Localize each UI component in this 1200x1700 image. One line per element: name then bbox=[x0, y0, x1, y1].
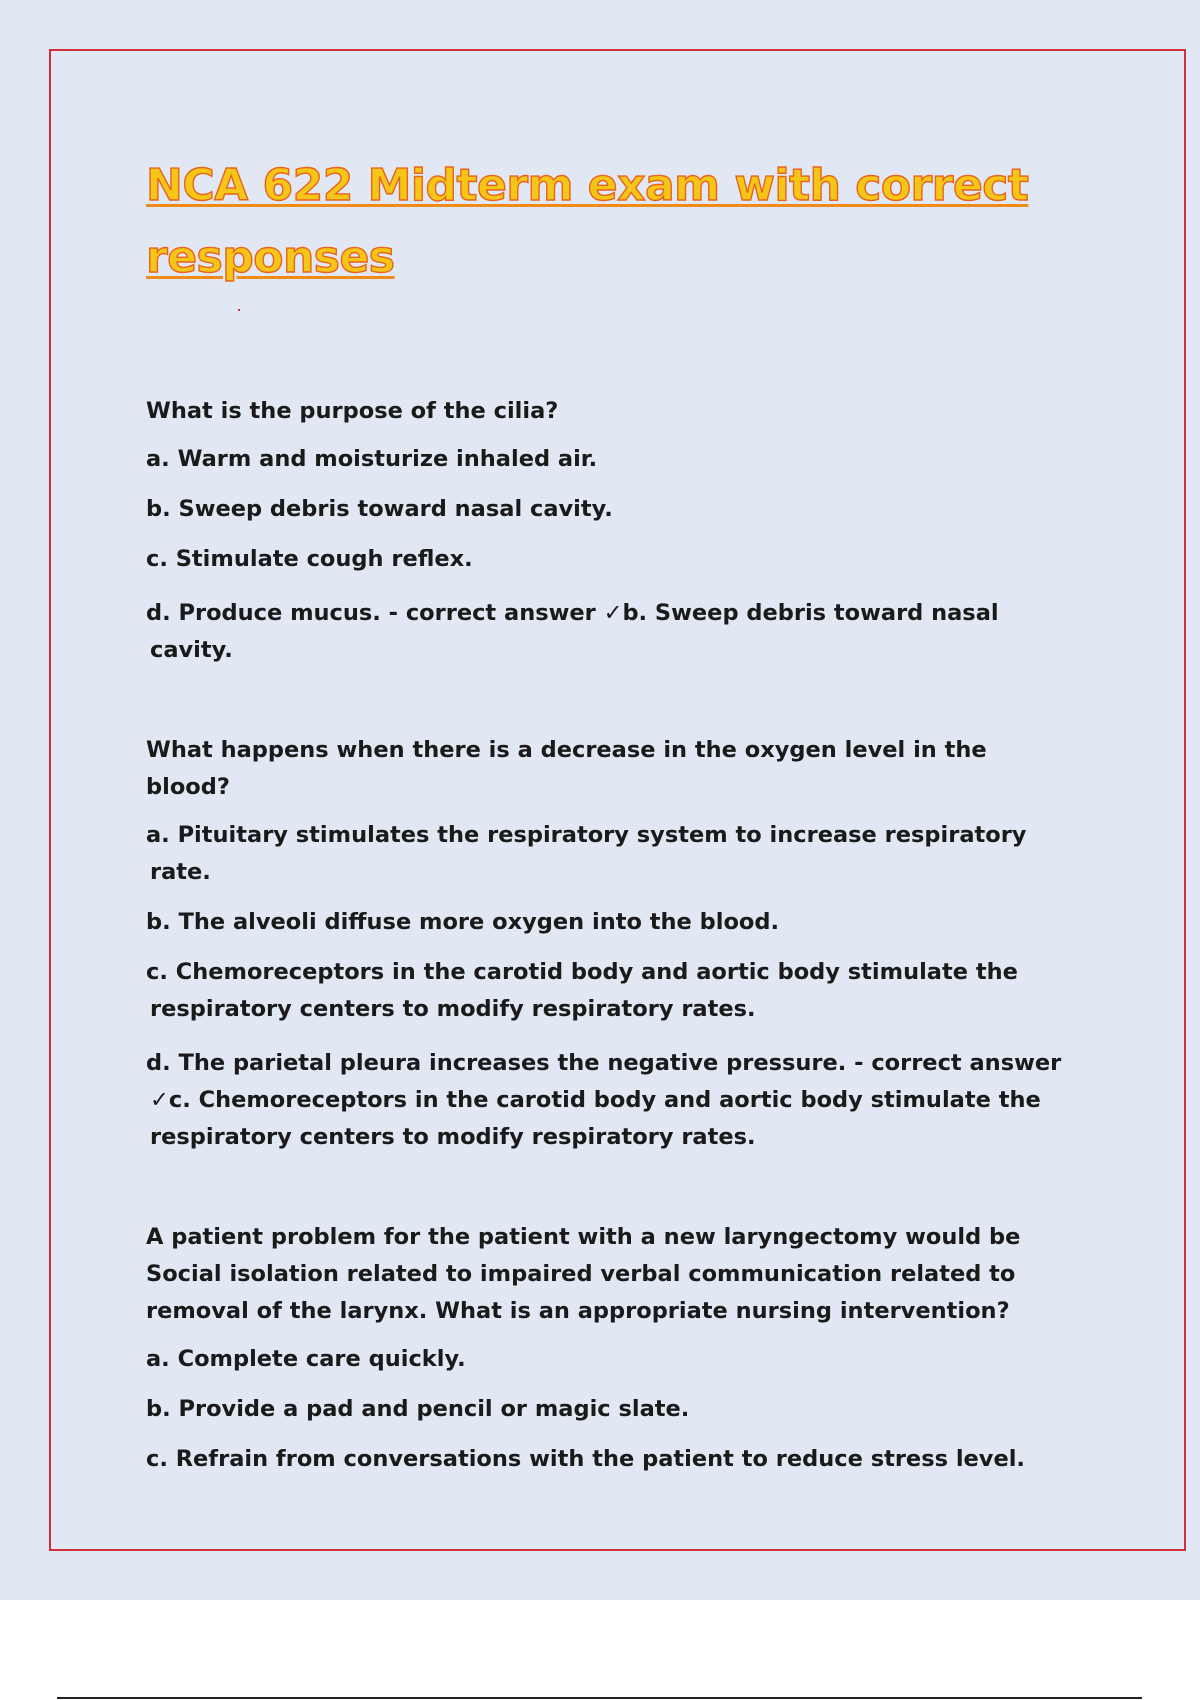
question-text: What happens when there is a decrease in the oxygen level in the blood? bbox=[146, 737, 987, 800]
answer-option: b. Provide a pad and pencil or magic slate. bbox=[146, 1396, 690, 1422]
answer-option: c. Refrain from conversations with the patient to reduce stress level. bbox=[146, 1446, 1025, 1472]
question-block-1 bbox=[146, 393, 1076, 669]
answer-option: c. Stimulate cough reflex. bbox=[146, 546, 473, 572]
question-text: What is the purpose of the cilia? bbox=[146, 398, 559, 424]
answer-option: a. Pituitary stimulates the respiratory system to increase respiratory rate. bbox=[146, 822, 1027, 885]
answer-option-with-correct-answer: d. Produce mucus. - correct answer ✓b. Sweep debris toward nasal cavity. bbox=[146, 600, 999, 663]
answer-option: b. The alveoli diffuse more oxygen into the blood. bbox=[146, 909, 780, 935]
question-text: A patient problem for the patient with a new laryngectomy would be Social isolation related to impaired verbal communication related to removal of the larynx. What is an appropriate nursing intervention? bbox=[146, 1224, 1021, 1324]
exam-content bbox=[146, 393, 1076, 1478]
answer-option: a. Complete care quickly. bbox=[146, 1346, 466, 1372]
answer-option-with-correct-answer: d. The parietal pleura increases the negative pressure. - correct answer ✓c. Chemoreceptors in the carotid body and aortic body stimulate the respiratory centers to modify respiratory rates. bbox=[146, 1050, 1062, 1150]
document-title: NCA 622 Midterm exam with correct responses bbox=[146, 160, 1029, 283]
stray-mark bbox=[238, 309, 240, 311]
answer-option: b. Sweep debris toward nasal cavity. bbox=[146, 496, 613, 522]
question-block-2 bbox=[146, 732, 1076, 1156]
answer-option: c. Chemoreceptors in the carotid body and aortic body stimulate the respiratory centers to modify respiratory rates. bbox=[146, 959, 1018, 1022]
question-block-3 bbox=[146, 1219, 1076, 1478]
answer-option: a. Warm and moisturize inhaled air. bbox=[146, 446, 598, 472]
footer-divider bbox=[57, 1697, 1142, 1699]
